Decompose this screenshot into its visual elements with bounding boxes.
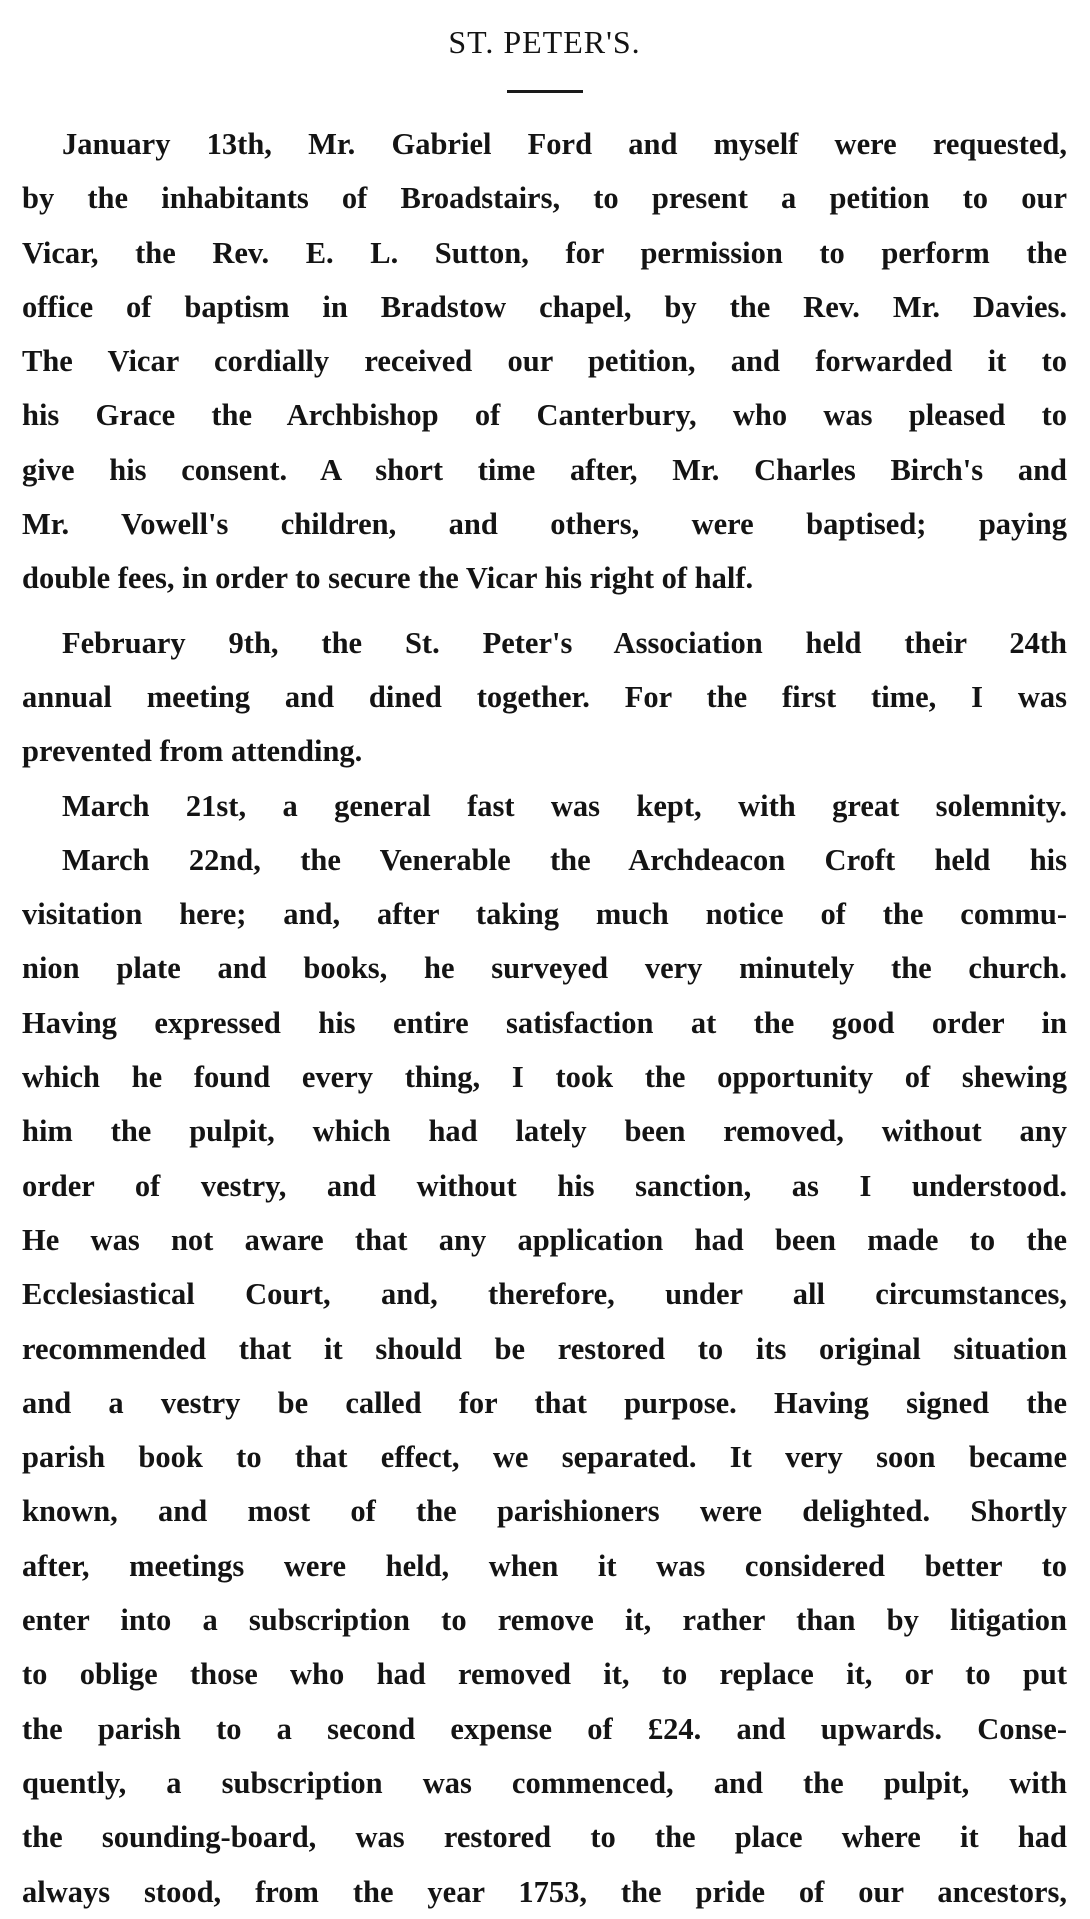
body-text (22, 117, 1067, 1919)
text-line: enter into a subscription to remove it, rather than by litigation (22, 1603, 1067, 1638)
text-line: by the inhabitants of Broadstairs, to present a petition to our (22, 181, 1067, 216)
text-line: his Grace the Archbishop of Canterbury, who was pleased to (22, 398, 1067, 433)
text-line: him the pulpit, which had lately been removed, without any (22, 1114, 1067, 1149)
page-heading: ST. PETER'S. (448, 24, 641, 60)
text-line: visitation here; and, after taking much notice of the commu- (22, 897, 1067, 932)
text-line: double fees, in order to secure the Vicar his right of half. (22, 561, 754, 596)
paragraph-archdeacon-visitation (22, 833, 1067, 1919)
text-line: He was not aware that any application had been made to the (22, 1222, 1067, 1257)
paragraph-association-meeting (22, 616, 1067, 779)
text-line: order of vestry, and without his sanction, as I understood. (22, 1168, 1067, 1203)
text-line: The Vicar cordially received our petition, and forwarded it to (22, 344, 1067, 379)
text-line: recommended that it should be restored to its original situation (22, 1331, 1067, 1366)
text-line: give his consent. A short time after, Mr. Charles Birch's and (22, 452, 1067, 487)
text-line: January 13th, Mr. Gabriel Ford and myself were requested, (62, 127, 1067, 161)
document-page (22, 0, 1067, 1919)
text-line: office of baptism in Bradstow chapel, by the Rev. Mr. Davies. (22, 289, 1067, 324)
text-line: after, meetings were held, when it was considered better to (22, 1548, 1067, 1583)
text-line: always stood, from the year 1753, the pride of our ancestors, (22, 1874, 1067, 1909)
text-line: Vicar, the Rev. E. L. Sutton, for permission to perform the (22, 235, 1067, 270)
text-line: quently, a subscription was commenced, and the pulpit, with (22, 1765, 1067, 1800)
heading-rule (507, 90, 583, 93)
text-line: Having expressed his entire satisfaction at the good order in (22, 1005, 1067, 1040)
text-line: which he found every thing, I took the opportunity of shewing (22, 1060, 1067, 1095)
text-line: and a vestry be called for that purpose. Having signed the (22, 1385, 1067, 1420)
text-line: February 9th, the St. Peter's Association held their 24th (62, 625, 1067, 660)
text-line: parish book to that effect, we separated. It very soon became (22, 1440, 1067, 1475)
text-line: annual meeting and dined together. For the first time, I was (22, 679, 1067, 714)
text-line: prevented from attending. (22, 734, 363, 769)
text-line: the parish to a second expense of £24. and upwards. Conse- (22, 1711, 1067, 1746)
text-line: to oblige those who had removed it, to replace it, or to put (22, 1657, 1067, 1692)
text-line: the sounding-board, was restored to the place where it had (22, 1820, 1067, 1855)
text-line: March 21st, a general fast was kept, with great solemnity. (62, 788, 1067, 823)
text-line: nion plate and books, he surveyed very minutely the church. (22, 951, 1067, 986)
text-line: Mr. Vowell's children, and others, were baptised; paying (22, 507, 1067, 542)
text-line: known, and most of the parishioners were delighted. Shortly (22, 1494, 1067, 1529)
text-line: March 22nd, the Venerable the Archdeacon Croft held his (62, 842, 1067, 877)
paragraph-general-fast (22, 779, 1067, 833)
text-line: Ecclesiastical Court, and, therefore, under all circumstances, (22, 1277, 1067, 1312)
paragraph-baptism-petition (22, 117, 1067, 606)
